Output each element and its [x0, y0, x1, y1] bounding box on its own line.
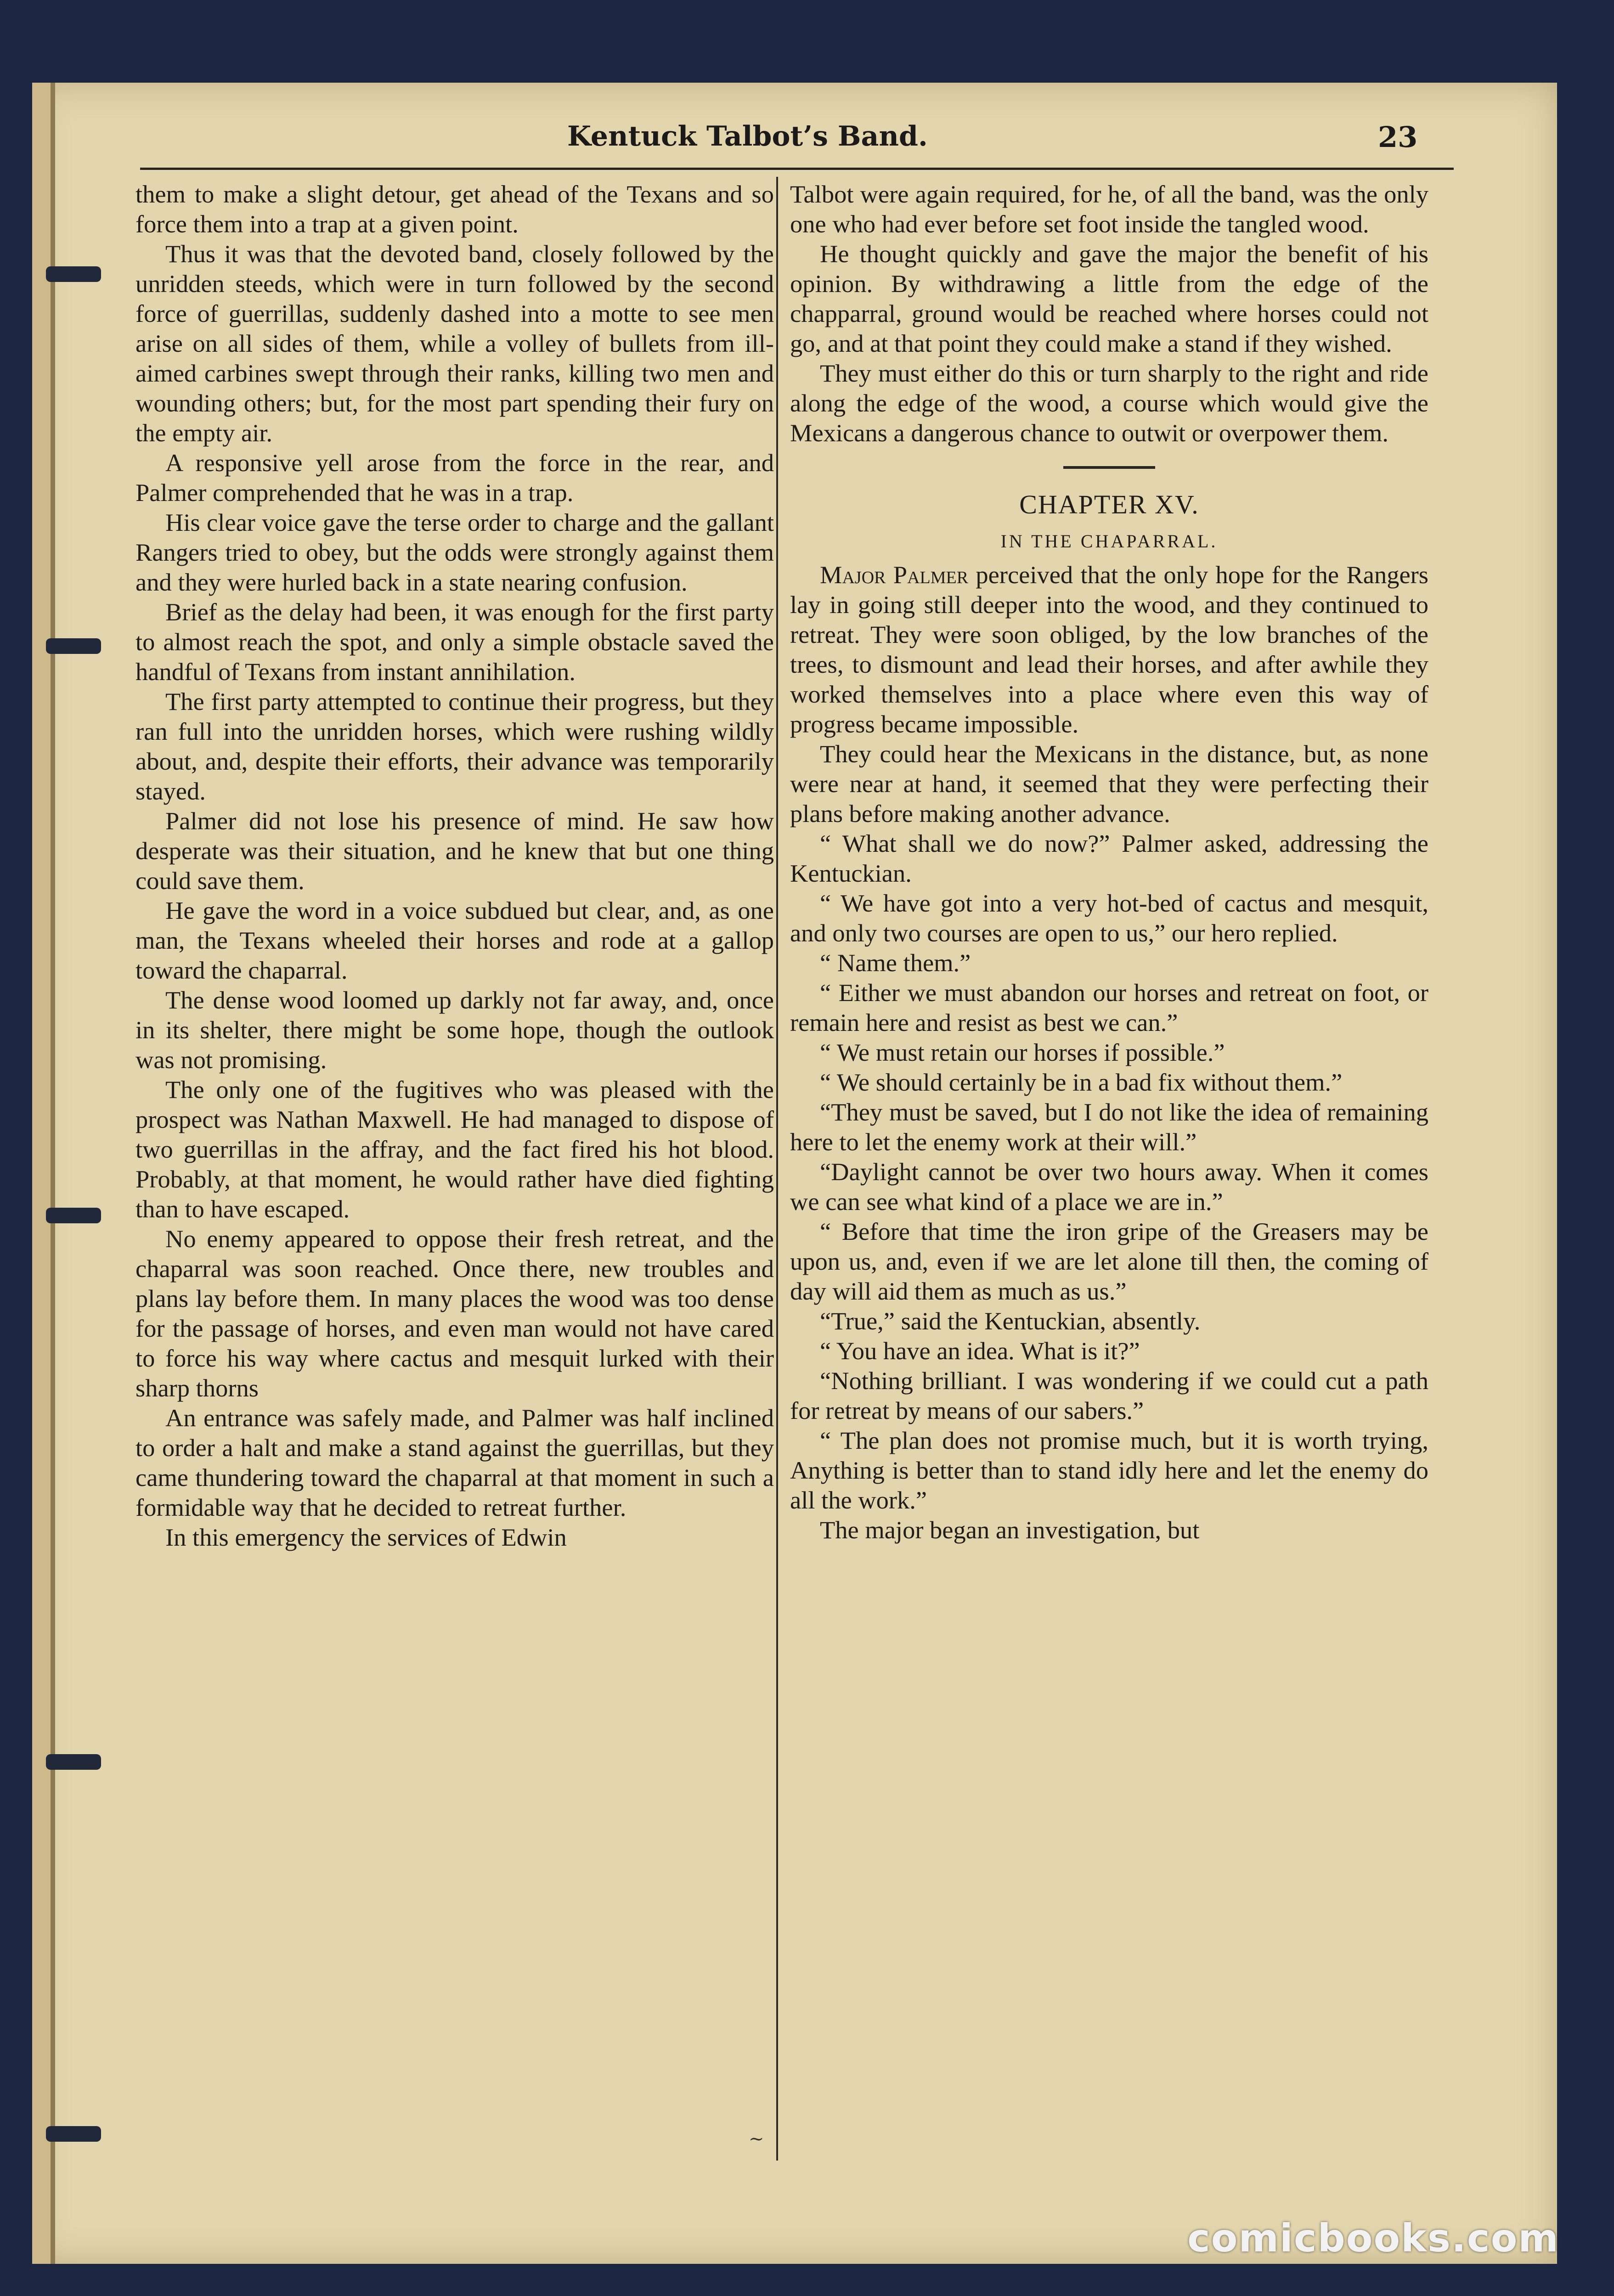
binding-staple — [46, 1208, 101, 1223]
paragraph: “ Either we must abandon our horses and retreat on foot, or remain here and resist as best we can.” — [790, 979, 1428, 1036]
paragraph: “ You have an idea. What is it?” — [820, 1337, 1140, 1365]
paragraph: Thus it was that the devoted band, closely followed by the unridden steeds, which were in turn followed by the second force of guerrillas, suddenly dashed into a motte to see men arise on all sides of them, while a volley of bullets from ill-aimed carbines swept through their ranks, killing two men and wounding others; but, for the most part spending their fury on the empty air. — [135, 240, 774, 447]
paragraph: “Nothing brilliant. I was wondering if we could cut a path for retreat by means of our sabers.” — [790, 1367, 1428, 1424]
paragraph: “Daylight cannot be over two hours away. When it comes we can see what kind of a place we are in.” — [790, 1158, 1428, 1216]
paragraph: An entrance was safely made, and Palmer was half inclined to order a halt and make a stand against the guerrillas, but they came thundering toward the chaparral at that moment in such a formidable way that he decided to retreat further. — [135, 1404, 774, 1521]
paragraph: A responsive yell arose from the force in the rear, and Palmer comprehended that he was in a trap. — [135, 449, 774, 506]
binding-staple — [46, 638, 101, 654]
footer-mark: ~ — [749, 2128, 764, 2150]
paragraph: They must either do this or turn sharply to the right and ride along the edge of the wood, a course which would give the Mexicans a dangerous chance to outwit or overpower them. — [790, 359, 1428, 447]
paragraph: Brief as the delay had been, it was enough for the first party to almost reach the spot, and only a simple obstacle saved the handful of Texans from instant annihilation. — [135, 598, 774, 686]
page-number: 23 — [1378, 120, 1418, 154]
watermark: comicbooks.com — [1187, 2216, 1559, 2261]
page-spine — [32, 83, 51, 2264]
paragraph: He thought quickly and gave the major the benefit of his opinion. By withdrawing a little from the edge of the chapparral, ground would be reached where horses could not go, and at that point they could make a stand if they wished. — [790, 240, 1428, 357]
paragraph: “ We have got into a very hot-bed of cactus and mesquit, and only two courses are open to us,” our hero replied. — [790, 889, 1428, 947]
paragraph: “ We must retain our horses if possible.” — [820, 1038, 1225, 1066]
paragraph: “ What shall we do now?” Palmer asked, addressing the Kentuckian. — [790, 829, 1428, 887]
paragraph: “True,” said the Kentuckian, absently. — [820, 1307, 1201, 1335]
paragraph: them to make a slight detour, get ahead of the Texans and so force them into a trap at a given point. — [135, 180, 774, 238]
header-rule — [140, 168, 1454, 170]
paragraph: “ Name them.” — [820, 949, 971, 977]
paragraph: He gave the word in a voice subdued but clear, and, as one man, the Texans wheeled their horses and rode at a gallop toward the chaparral. — [135, 896, 774, 984]
paragraph: The only one of the fugitives who was pleased with the prospect was Nathan Maxwell. He had managed to dispose of two guerrillas in the affray, and the fact fired his hot blood. Probably, at that moment, he would rather have died fighting than to have escaped. — [135, 1075, 774, 1223]
chapter-lead-words: Major Palmer — [820, 561, 969, 589]
paragraph: “ Before that time the iron gripe of the Greasers may be upon us, and, even if we are let alone till then, the coming of day will aid them as much as us.” — [790, 1217, 1428, 1305]
running-head-title: Kentuck Talbot’s Band. — [567, 120, 928, 152]
chapter-first-paragraph-text: perceived that the only hope for the Rangers lay in going still deeper into the wood, and they continued to retreat. They were soon obliged, by the low branches of the trees, to dismount and lead their horses, and after awhile they worked themselves into a place where even this way of progress became impossible. — [790, 561, 1428, 738]
paragraph: In this emergency the services of Edwin — [165, 1523, 567, 1551]
chapter-title: CHAPTER XV. — [1019, 490, 1199, 519]
paragraph: The major began an investigation, but — [820, 1516, 1200, 1544]
paragraph: “They must be saved, but I do not like the idea of remaining here to let the enemy work at their will.” — [790, 1098, 1428, 1156]
right-column — [790, 179, 1428, 1545]
chapter-divider-rule — [1063, 466, 1155, 469]
paragraph: “ The plan does not promise much, but it is worth trying, Anything is better than to stand idly here and let the enemy do all the work.” — [790, 1426, 1428, 1514]
chapter-first-paragraph — [790, 560, 1428, 739]
paragraph: Talbot were again required, for he, of all the band, was the only one who had ever before set foot inside the tangled wood. — [790, 180, 1428, 238]
binding-staple — [46, 266, 101, 282]
paragraph: Palmer did not lose his presence of mind. He saw how desperate was their situation, and he knew that but one thing could save them. — [135, 807, 774, 895]
paragraph: The first party attempted to continue their progress, but they ran full into the unridden horses, which were rushing wildly about, and, despite their efforts, their advance was temporarily stayed. — [135, 687, 774, 805]
paragraph: They could hear the Mexicans in the distance, but, as none were near at hand, it seemed that they were perfecting their plans before making another advance. — [790, 740, 1428, 827]
binding-staple — [46, 2126, 101, 2142]
paragraph: No enemy appeared to oppose their fresh retreat, and the chaparral was soon reached. Once there, new troubles and plans lay before them. In many places the wood was too dense for the passage of horses, and even man would not have cared to force his way where cactus and mesquit lurked with their sharp thorns — [135, 1225, 774, 1402]
binding-staple — [46, 1754, 101, 1770]
paragraph: The dense wood loomed up darkly not far away, and, once in its shelter, there might be some hope, though the outlook was not promising. — [135, 986, 774, 1074]
column-divider — [776, 177, 778, 2161]
paragraph: His clear voice gave the terse order to charge and the gallant Rangers tried to obey, but the odds were strongly against them and they were hurled back in a state nearing confusion. — [135, 508, 774, 596]
spine-edge — [51, 83, 55, 2264]
left-column — [135, 179, 774, 1552]
chapter-subtitle: IN THE CHAPARRAL. — [1000, 531, 1218, 551]
paragraph: “ We should certainly be in a bad fix without them.” — [820, 1068, 1343, 1096]
